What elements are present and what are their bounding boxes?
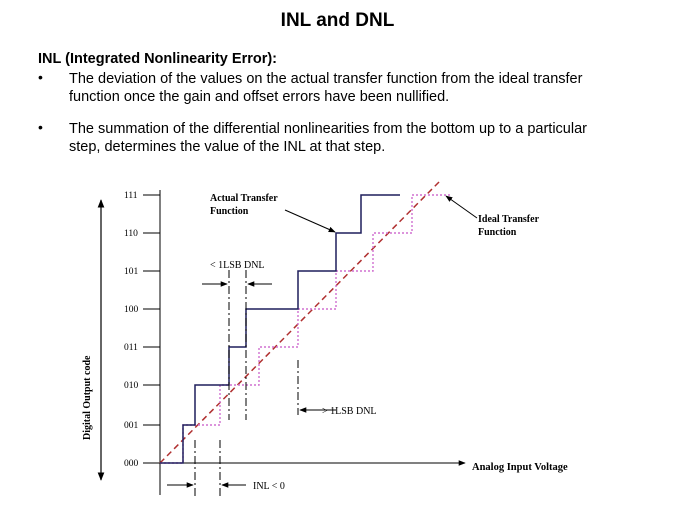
- dnl-less-label: < 1LSB DNL: [210, 260, 265, 271]
- bullet-text: The summation of the differential nonlinearities from the bottom up to a particular step, determines the value of the INL at that step.: [69, 121, 587, 155]
- section-heading: INL (Integrated Nonlinearity Error):: [38, 51, 278, 67]
- ideal-pointer-arrow: [446, 196, 477, 218]
- code-ticks: [124, 191, 160, 469]
- ideal-staircase: [160, 195, 450, 463]
- bullet-marker: •: [38, 119, 43, 135]
- code-tick-label: 111: [124, 191, 138, 201]
- dnl-greater-label: > 1LSB DNL: [322, 406, 377, 417]
- x-axis-label: Analog Input Voltage: [472, 462, 568, 473]
- ideal-label-line1: Ideal Transfer: [478, 214, 540, 225]
- actual-pointer-arrow: [285, 210, 335, 232]
- ideal-diagonal-line: [160, 181, 440, 463]
- code-tick-label: 011: [124, 343, 138, 353]
- code-tick-label: 100: [124, 305, 139, 315]
- code-tick-label: 101: [124, 267, 139, 277]
- ideal-label-line2: Function: [478, 227, 517, 238]
- slide-title: INL and DNL: [280, 10, 395, 31]
- code-tick-label: 110: [124, 229, 138, 239]
- inl-label: INL < 0: [253, 481, 285, 492]
- y-axis-label: Digital Output code: [82, 355, 93, 440]
- code-tick-label: 010: [124, 381, 139, 391]
- code-tick-label: 001: [124, 421, 139, 431]
- actual-label-line2: Function: [210, 206, 249, 217]
- actual-staircase: [160, 195, 400, 463]
- bullet-text: The deviation of the values on the actual transfer function from the ideal transfer function once the gain and offset errors have been nullified.: [69, 71, 583, 105]
- guide-lines: [195, 270, 298, 496]
- actual-label-line1: Actual Transfer: [210, 193, 278, 204]
- bullet-marker: •: [38, 69, 43, 85]
- code-tick-label: 000: [124, 459, 139, 469]
